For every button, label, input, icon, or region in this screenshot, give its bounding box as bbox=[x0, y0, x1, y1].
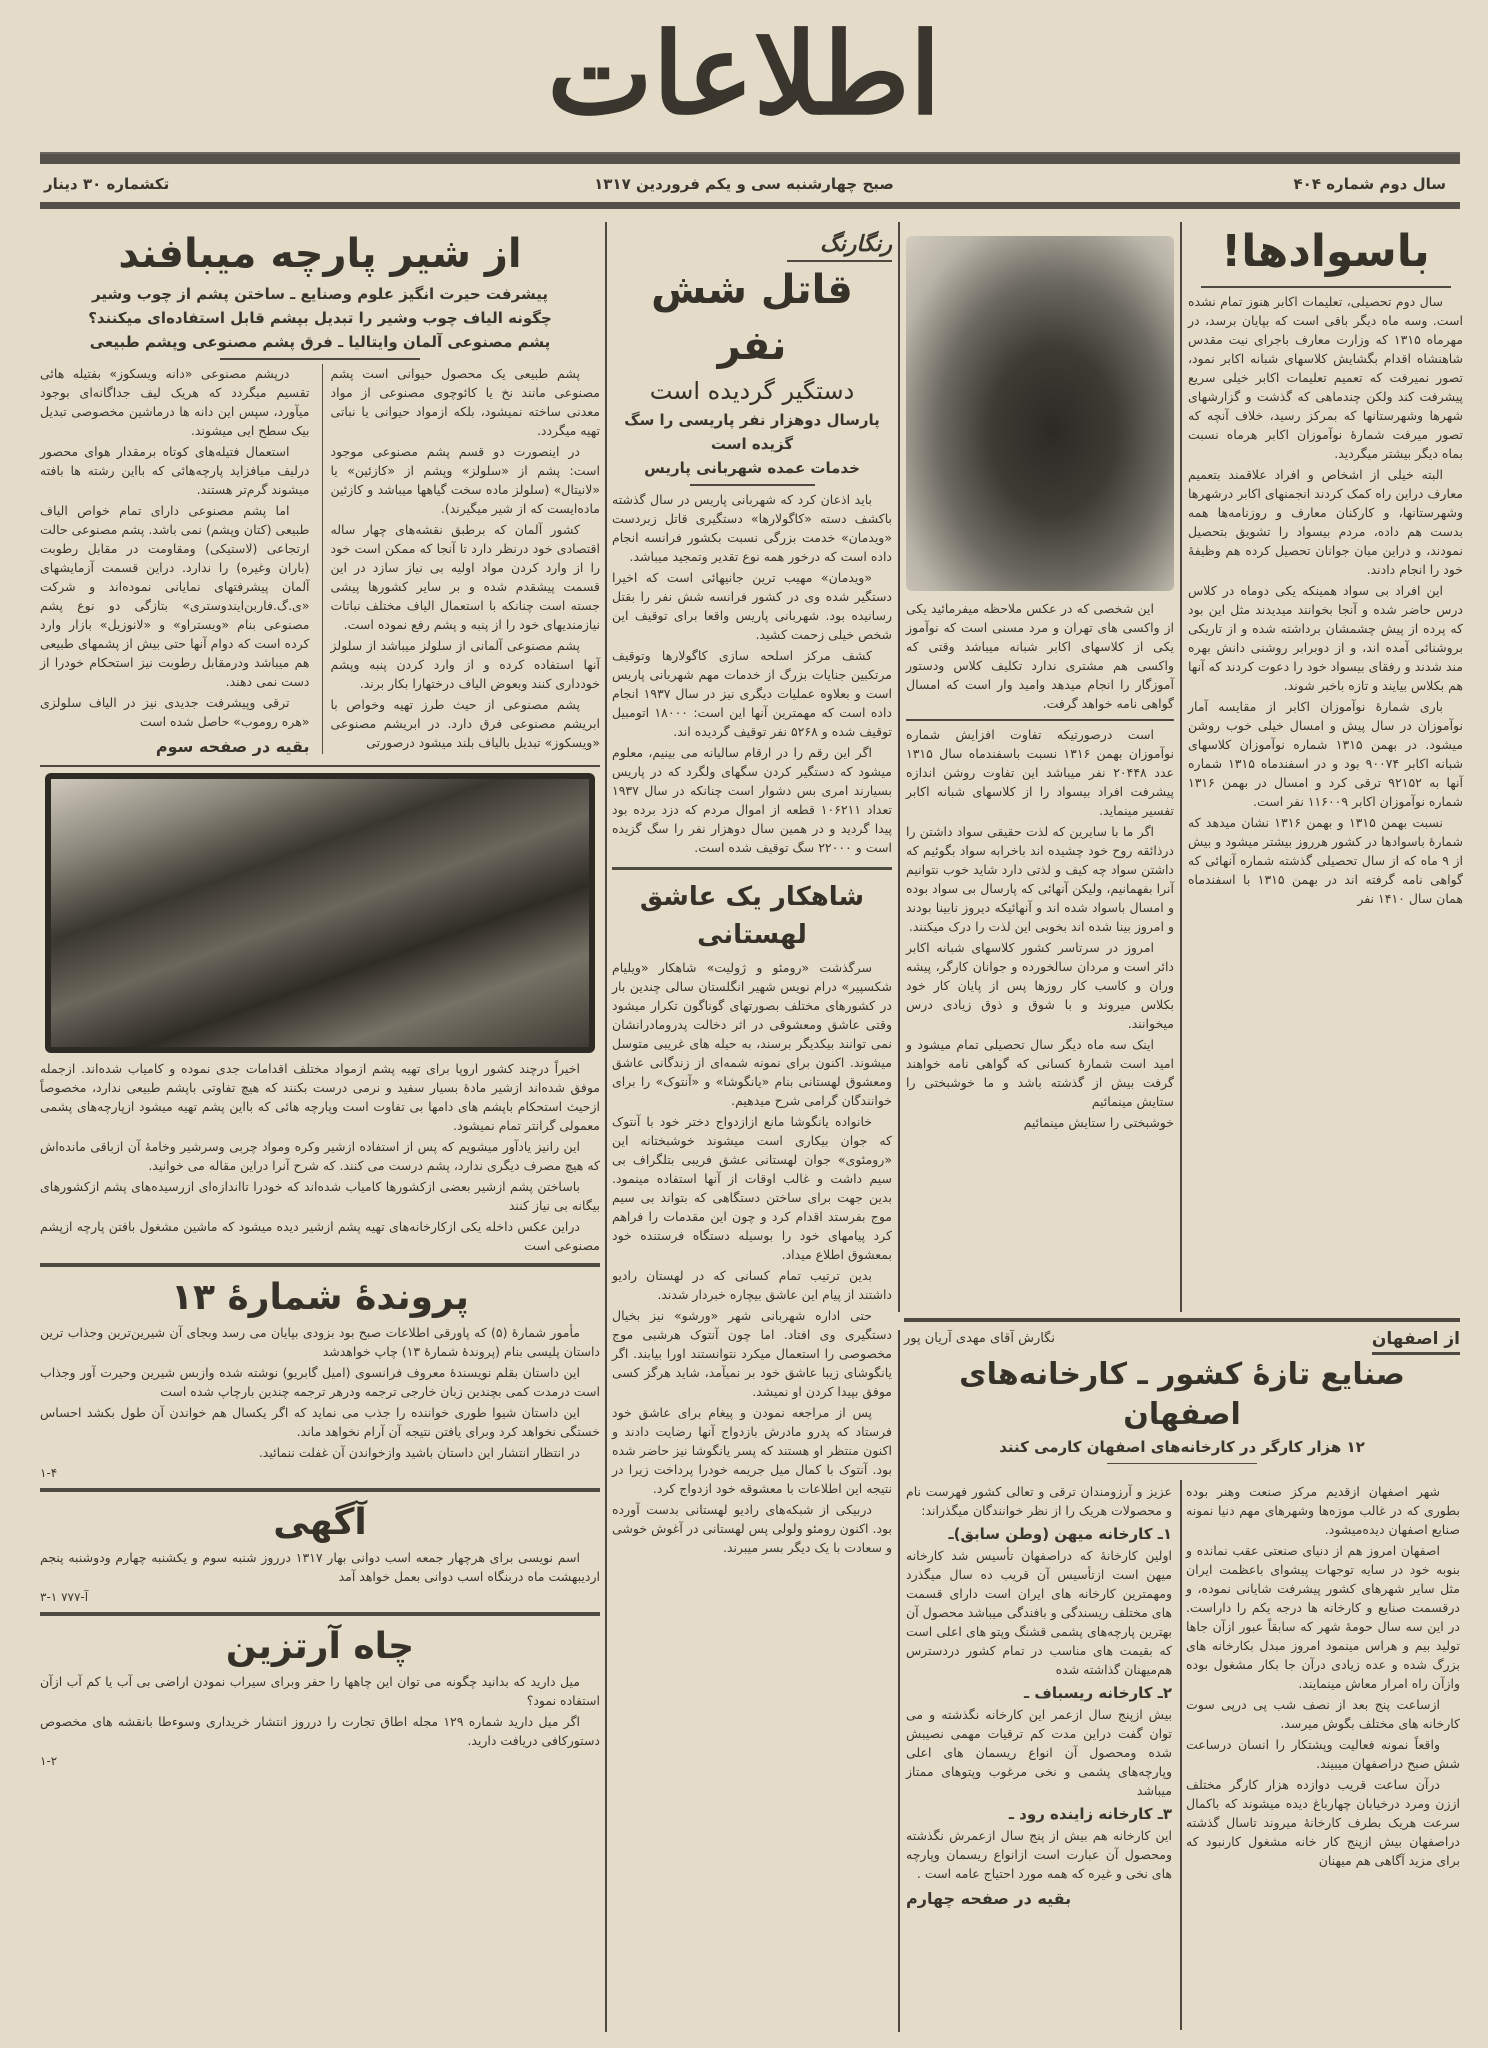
continued-link[interactable]: بقیه در صفحه سوم bbox=[155, 737, 310, 756]
polish-title: شاهکار یک عاشق لهستانی bbox=[639, 882, 865, 950]
paragraph: بیش ازپنج سال ازعمر این کارخانه نگذشته و می توان گفت دراین مدت کم ترقیات مهمی نصیبش شده ومحصول آن انواع ریسمان های اعلی وپارچه‌های پشمی و نخی مرغوب وپتوهای ممتاز میباشد bbox=[906, 1707, 1172, 1798]
literacy-photo-column bbox=[906, 236, 1174, 1312]
paragraph: در اینصورت دو قسم پشم مصنوعی موجود است: پشم از «سلولز» وپشم از «کازئین» یا «لانیتال» (سلولز ماده سخت گیاهها میباشد و کازئین ماده‌ایست که از شیر میگیرند). bbox=[330, 444, 600, 516]
ad-code: آ-۷۷۷ ۱-۳ bbox=[40, 1590, 89, 1604]
factory-heading: ۲ـ کارخانه ریسباف ـ bbox=[1024, 1684, 1172, 1702]
section-rule bbox=[612, 867, 892, 870]
milk-body-right bbox=[322, 364, 601, 754]
paragraph: پشم مصنوعی از حیث طرز تهیه وخواص با ابریشم مصنوعی فرق دارد. در ابریشم مصنوعی «ویسکوز» تبدیل بالیاف بلند میشود درصورتی bbox=[330, 697, 600, 750]
notice-title: آگهی bbox=[273, 1502, 367, 1543]
horse-race-notice bbox=[40, 1498, 600, 1606]
factory-heading: ۳ـ کارخانه زاینده رود ـ bbox=[1008, 1805, 1172, 1823]
paragraph: واقعاً نمونه فعالیت وپشتکار را انسان درساعت شش صبح دراصفهان میبیند. bbox=[1186, 1737, 1460, 1771]
section-rule bbox=[40, 1488, 600, 1492]
paragraph: دربیکی از شبکه‌های رادیو لهستانی بدست آورده بود. اکنون رومئو ولولی پس لهستانی در آغوش خوشی و سعادت با یک دیگر بسر میبرند. bbox=[612, 1502, 892, 1555]
continued-link[interactable]: بقیه در صفحه چهارم bbox=[906, 1889, 1072, 1908]
paragraph: اینک سه ماه دیگر سال تحصیلی تمام میشود و امید است شمارهٔ کسانی که گواهی نامه خواهند گرفت بیش از گذشته باشد و ما خوشبختی را ستایش مینمائیم bbox=[906, 1037, 1174, 1109]
literacy-article bbox=[1188, 222, 1463, 1312]
file13-body bbox=[40, 1323, 600, 1462]
literacy-title: باسوادها! bbox=[1221, 226, 1430, 277]
milk-left-subcolumn bbox=[40, 364, 310, 759]
polish-body bbox=[612, 958, 892, 1557]
ad-code: ۱-۴ bbox=[40, 1466, 58, 1480]
section-kicker: رنگارنگ bbox=[819, 231, 892, 257]
paragraph: بدین ترتیب تمام کسانی که در لهستان رادیو داشتند از پیام این عاشق بیچاره خبردار شدند. bbox=[612, 1268, 892, 1302]
milk-deck: پیشرفت حیرت انگیز علوم وصنایع ـ ساختن پشم از چوب وشیر bbox=[92, 285, 548, 303]
file13-notice bbox=[40, 1273, 600, 1482]
paragraph: نسبت بهمن ۱۳۱۵ و بهمن ۱۳۱۶ نشان میدهد که شمارهٔ باسوادها در کشور هرروز بیشتر میشود و بیش از ۹ ماه که از سال تحصیلی گذشته شماره آنهائی که گواهی نامه گرفته اند در بهمن ۱۳۱۵ با اسفندماه همان سال ۱۴۱۰ نفر bbox=[1188, 815, 1463, 906]
isfahan-header bbox=[904, 1326, 1460, 1476]
section-rule bbox=[40, 1263, 600, 1267]
artesian-title: چاه آرتزین bbox=[225, 1626, 415, 1667]
paragraph: اگر این رقم را در ارقام سالیانه می بینیم، معلوم میشود که دستگیر کردن سگهای ولگرد که در پاریس بسیارند امری بس دشوار است چنانکه در سال ۱۹۳۷ تعداد ۱۰۶۲۱۱ قطعه از اموال مردم که دزد برده بود پیدا گردید و در همین سال دوهزار نفر را سگ گزیده است و ۲۲۰۰۰ سگ توقیف شده است. bbox=[612, 745, 892, 855]
shoeshiner-photo bbox=[906, 236, 1174, 591]
issue-price: تکشماره ۳۰ دینار bbox=[44, 175, 170, 193]
isfahan-body-right bbox=[1186, 1482, 1460, 1872]
center-column bbox=[612, 228, 892, 2033]
milk-deck: پشم مصنوعی آلمان وایتالیا ـ فرق پشم مصنوعی وپشم طبیعی bbox=[89, 333, 551, 351]
section-rule bbox=[904, 1318, 1460, 1322]
literacy-body-continued bbox=[906, 725, 1174, 1113]
paragraph: دراین عکس داخله یکی ازکارخانه‌های تهیه پشم ازشیر دیده میشود که ماشین مشغول بافتن پارچه ازپشم مصنوعی است bbox=[40, 1219, 600, 1253]
milk-factory-photo bbox=[45, 773, 595, 1053]
paragraph: این کارخانه هم بیش از پنج سال ازعمرش نگذشته ومحصول آن عبارت است ازانواع ریسمان وپارچه های نخی و غیره که همه مورد احتیاج عامه است . bbox=[906, 1828, 1172, 1881]
paragraph: میل دارید که بدانید چگونه می توان این چاهها را حفر وبرای سیراب نمودن اراضی بی آب یا کم آب ازآن استفاده نمود؟ bbox=[40, 1674, 600, 1708]
literacy-body bbox=[1188, 292, 1463, 910]
paragraph: اخیراً درچند کشور اروپا برای تهیه پشم ازمواد مختلف اقدامات جدی نموده و کامیاب شده‌اند. ازجمله موفق شده‌اند ازشیر ماده‌ٔ بسیار سفید و نرمی درست بکنند که هیچ تفاوتی باپشم طبیعی ندارد، مخصوصاً ازحیث استحکام باپشم های دامها بی تفاوت است وپارچه هائی که بااین پشم تهیه میشود ازپارچه‌های پشمی معمولی گرانتر تمام نمیشود. bbox=[40, 1061, 600, 1133]
paragraph: این داستان شیوا طوری خواننده را جذب می نماید که اگر یکسال هم خواندن آن طول بکشد احساس خستگی نخواهد کرد وبرای یافتن نتیجه آن آرام نخواهد ماند. bbox=[40, 1405, 600, 1439]
paragraph: در انتظار انتشار این داستان باشید وازخواندن آن غفلت ننمائید. bbox=[258, 1445, 580, 1460]
paragraph: مأمور شمارهٔ (۵) که پاورقی اطلاعات صبح بود بزودی بپایان می رسد وبجای آن شیرین‌ترین وجذاب ترین داستان پلیسی بنام (پروندهٔ شمارهٔ ۱۳) چاپ خواهدشد bbox=[40, 1325, 600, 1359]
factory-heading: ۱ـ کارخانه میهن (وطن سابق)ـ bbox=[948, 1525, 1172, 1543]
paragraph: این داستان بقلم نویسندهٔ معروف فرانسوی (امیل گابریو) نوشته شده وازبس شیرین وحیرت آور وجذاب است درمدت کمی بچندین زبان خارجی ترجمه ودرهر ترجمه چندین بارچاپ شده است bbox=[40, 1365, 600, 1399]
killer-subtitle: دستگیر گردیده است bbox=[649, 377, 855, 405]
milk-wool-article bbox=[40, 226, 600, 1257]
polish-lover-article bbox=[612, 878, 892, 1559]
paragraph: اگر ما با سایرین که لذت حقیقی سواد داشتن را درذائقه روح خود چشیده اند باخرابه سواد بگوئیم که داشتن سواد چه کیف و لذتی دارد شاید خوب نتوانیم آنرا بفهمانیم، ولیکن آنهائی که پارسال بی سواد بوده و امسال باسواد شده اند و آنهائیکه دیروز نابینا بودند و امروز بینا شده اند بخوبی این لذت را درک میکنند. bbox=[906, 824, 1174, 934]
column-divider bbox=[1180, 222, 1182, 1312]
masthead-rule bbox=[40, 152, 1460, 164]
paragraph: درآن ساعت قریب دوازده هزار کارگر مختلف اززن ومرد درخیابان چهارباغ دیده میشوند که باکمال سرعت هریک بطرف کارخانهٔ میروند تاسال گذشته دراصفهان بیش ازپنج کار خانه مشغول کارنبود که برای مزید آگاهی هم میهنان bbox=[1186, 1777, 1460, 1868]
photo-caption bbox=[906, 599, 1174, 715]
milk-body-left bbox=[40, 364, 310, 731]
isfahan-byline: نگارش آقای مهدی آریان پور bbox=[904, 1331, 1055, 1346]
paragraph: ازساعت پنج بعد از نصف شب پی درپی سوت کارخانه های مختلف بگوش میرسد. bbox=[1186, 1697, 1460, 1731]
paragraph: اصفهان امروز هم از دنیای صنعتی عقب نمانده و بنوبه خود در سایه توجهات پیشوای باعظمت ایران مثل سایر شهرهای کشور پیشرفت شایانی نموده، و درقسمت صنایع و کارخانه ها درجه یکم را داراست. در این سه سال حومهٔ شهر که سابقاً عبور ازآن جاها تولید بیم و هراس مینمود امروز مبدل بکارخانه های بزرگ شده و عده زیادی درآن جا بکار مشغول بوده وازآن راه امرار معاش مینمایند. bbox=[1186, 1543, 1460, 1691]
ornament-rule bbox=[1201, 286, 1451, 288]
paragraph: پشم طبیعی یک محصول حیوانی است پشم مصنوعی مانند نخ یا کائوچوی مصنوعی از مواد معدنی ساخته نمیشود، بلکه ازمواد حیوانی یا نباتی تهیه میگردد. bbox=[330, 366, 600, 438]
isfahan-subtitle: ۱۲ هزار کارگر در کارخانه‌های اصفهان کارمی کنند bbox=[999, 1438, 1365, 1456]
killer-deck: پارسال دوهزار نفر پاریسی را سگ گزیده است bbox=[624, 411, 880, 453]
isfahan-left-column bbox=[906, 1482, 1172, 2032]
paragraph: باساختن پشم ازشیر بعضی ازکشورها کامیاب شده‌اند که خودرا تااندازه‌ای ازرسیده‌های پشم ازکشورهای بیگانه بی نیاز کنند bbox=[40, 1179, 600, 1213]
isfahan-kicker: از اصفهان bbox=[1372, 1326, 1460, 1355]
dateline-rule bbox=[40, 202, 1460, 209]
paragraph: این افراد بی سواد همینکه یکی دوماه در کلاس درس حاضر شده و آنجا بخوانند میدیدند مثل این بود که پرده از پیش چشمشان برداشته شده و از تاریکی بروشنائی آمده اند، و از دوبرابر روشنی دانش بهره مند شدند و رفقای بیسواد خود را دعوت کردند که آنها هم بکلاس بیایند و تازه باخبر شوند. bbox=[1188, 583, 1463, 693]
artesian-body bbox=[40, 1672, 600, 1750]
paragraph: سرگذشت «رومئو و ژولیت» شاهکار «ویلیام شکسپیر» درام نویس شهیر انگلستان سالی چندین بار در کشورهای مختلف بصورتهای گوناگون تکرار میشود وقتی عاشق ومعشوقی در اثر دخالت پدرومادرانشان نمی توانند بیکدیگر برسند، به حیله های غریبی متوسل میشوند. اکنون برای نمونه شمه‌ای از زندگانی عاشق ومعشوق لهستانی بنام «یانگوشا» و «آنتوک» را برای خوانندگان گرامی شرح میدهیم. bbox=[612, 960, 892, 1108]
paragraph: درپشم مصنوعی «دانه ویسکوز» بفتیله هائی تقسیم میگردد که هریک لیف جداگانه‌ای بوجود میآورد، سپس این دانه ها درماشین مخصوصی تبدیل بیک سطح ایی میشوند. bbox=[40, 366, 310, 438]
issue-number: سال دوم شماره ۴۰۴ bbox=[1293, 175, 1446, 193]
paragraph: اما پشم مصنوعی دارای تمام خواص الیاف طبیعی (کتان وپشم) نمی باشد. پشم مصنوعی حالت ارتجاعی (لاستیکی) ومقاومت در مقابل رطوبت (باران وغیره) را ندارد. دراین قسمت آزمایشهای آلمان پیشرفتهای نمایانی نموده‌اند و شرکت «ی.گ.فاربن‌ایندوستری» بتازگی دو نوع پشم مصنوعی بنام «ویستراو» و «لانوزیل» بازار وارد کرده است که دوام آنها حتی بیش از پشمهای طبیعی هم میباشد ودرمقابل رطوبت نیز استحکام خودرا از دست نمی دهند. bbox=[40, 503, 310, 689]
paragraph: است درصورتیکه تفاوت افزایش شماره نوآموزان بهمن ۱۳۱۶ نسبت باسفندماه سال ۱۳۱۵ عدد ۲۰۴۴۸ نفر میباشد این تفاوت روشن اندازه پیشرفت افراد بیسواد را از کلاسهای شبانه اکابر تفسیر مینماید. bbox=[906, 727, 1174, 818]
issue-date: صبح چهارشنبه سی و یکم فروردین ۱۳۱۷ bbox=[594, 175, 894, 193]
ornament-rule bbox=[690, 484, 815, 486]
milk-columns bbox=[40, 364, 600, 759]
paragraph: شهر اصفهان ازقدیم مرکز صنعت وهنر بوده بطوری که در غالب موزه‌ها وشهرهای مهم دنیا نمونه صنایع اصفهان دیده‌میشود. bbox=[1186, 1484, 1460, 1537]
killer-body bbox=[612, 490, 892, 859]
paragraph: سال دوم تحصیلی، تعلیمات اکابر هنوز تمام نشده است. وسه ماه دیگر باقی است که بپایان برسد، در مهرماه ۱۳۱۵ که وزارت معارف باجرای نیت مقدس شاهنشاه اقدام بگشایش کلاسهای شبانه اکابر نمود، تصور نمیرفت که تعمیم تعلیمات اکابر خیلی سریع پیشرفت کند ولکن چندماهی که گذشت و گزارشهای شهرها وشهرستانها که بمرکز رسید، خلاف آنچه که تصور میرفت شمارهٔ نوآموزان اکابر هرماه نسبت بماه دیگر بیشتر میگردید. bbox=[1188, 294, 1463, 461]
literacy-closing: خوشبختی را ستایش مینمائیم bbox=[1023, 1115, 1174, 1130]
masthead-title: اطلاعات bbox=[547, 9, 941, 140]
paragraph: استعمال فتیله‌های کوتاه برمقدار هوای محصور درلیف میافزاید پارچه‌هائی که بااین رشته ها بافته میشوند گرم‌تر هستند. bbox=[40, 444, 310, 497]
paragraph: خانواده یانگوشا مانع ازازدواج دختر خود با آنتوک که جوان بیکاری است میشوند خوشبختانه این «رومئوی» جوان لهستانی عشق فریبی بتلگراف بی سیم داشت و غالب اوقات از آنها استفاده مینمود. بدین جهت برای ساختن دستگاهی که بتواند بی سیم موج بفرستد اقدام کرد و چون این مقدمات را فراهم کرد پیامهای خود را بوسیله دستگاه فرستنده خود بمعشوق اطلاع میداد. bbox=[612, 1114, 892, 1262]
paragraph: پشم مصنوعی آلمانی از سلولز میباشد از سلولز آنها استفاده کرده و از وارد کردن پنبه وپشم خودداری کنند وبعوض الیاف درختهارا بکار برند. bbox=[330, 638, 600, 691]
file13-title: پروندهٔ شمارهٔ ۱۳ bbox=[171, 1277, 469, 1318]
caption-rule bbox=[906, 719, 1174, 721]
milk-caption bbox=[40, 1059, 600, 1257]
paragraph: کشف مرکز اسلحه سازی کاگولارها وتوقیف مرتکبین جنایات بزرگ از خدمات مهم شهربانی پاریس است و بعلاوه عملیات دیگری نیز در سال ۱۹۳۷ انجام داده است که مهمترین آنها این است: ۱۸۰۰۰ اتومبیل توقیف شده و ۵۲۶۸ نفر توقیف گردیده اند. bbox=[612, 648, 893, 739]
isfahan-right-column bbox=[1186, 1482, 1460, 2032]
paragraph: پس از مراجعه نمودن و پیغام برای عاشق خود فرستاد که پدرو مادرش بازدواج آنها رضایت دادند و اکنون منتظر او هستند که پسر یانگوشا نیز حاضر شده بود. آنتوک با کمال میل جریمه خودرا پرداخت زیرا در نتیجه این اطلاعات با معشوقه خود ازدواج کرد. bbox=[612, 1405, 892, 1496]
paragraph: اولین کارخانهٔ که دراصفهان تأسیس شد کارخانه میهن است ازتأسیس آن قریب ده سال میگذرد ومهمترین کارخانه های ایران است دارای قسمت های مختلف ریسندگی و بافندگی میباشد محصول آن بهترین پارچه‌های پشمی قشنگ وپتو های اعلی است که بقیمت های مناسب در تمام کشور دردسترس هم‌میهنان گذاشته شده bbox=[906, 1548, 1172, 1677]
paragraph: کشور آلمان که برطبق نقشه‌های چهار ساله اقتصادی خود درنظر دارد تا آنجا که ممکن است خود را از وارد کردن مواد اولیه بی نیاز سازد در این قسمت پیشقدم شده و بر سایر کشورها پیشی جسته است چنانکه با استعمال الیاف مختلف نباتات نیازمندیهای خود را از پنبه و پشم رفع نموده است. bbox=[330, 522, 600, 632]
column-divider bbox=[898, 222, 900, 1312]
paragraph: «ویدمان» مهیب ترین جانیهائی است که اخیرا دستگیر شده وی در کشور فرانسه شش نفر را بقتل رسانیده بود. شهربانی پاریس واقعا برای توقیف این شخص خیلی زحمت کشید. bbox=[612, 570, 892, 642]
left-column bbox=[40, 226, 600, 2034]
milk-deck: چگونه الیاف چوب وشیر را تبدیل بپشم قابل استفاده‌ای میکنند؟ bbox=[88, 309, 552, 327]
paragraph: باری شمارهٔ نوآموزان اکابر از مقایسه آمار نوآموزان در سال پیش و امسال خیلی خوب روشن میشود. در بهمن ۱۳۱۵ شماره نوآموزان کلاسهای شبانه اکابر ۹۰۰۷۴ بود و در اسفندماه ۱۳۱۵ شماره آنها به ۹۲۱۵۲ ترقی کرد و امسال در بهمن ۱۳۱۶ شماره نوآموزان اکابر ۱۱۶۰۰۹ نفر است. bbox=[1188, 699, 1463, 809]
ornament-rule bbox=[1107, 1463, 1257, 1464]
paragraph: عزیز و آرزومندان ترقی و تعالی کشور فهرست نام و محصولات هریک را از نظر خوانندگان میگذراند: bbox=[906, 1484, 1172, 1518]
paragraph: باید اذعان کرد که شهربانی پاریس در سال گذشته باکشف دسته «کاگولارها» دستگیری قاتل زبردست «ویدمان» خدمت بزرگی نسبت بکشور فرانسه انجام داده است که درخور همه نوع تقدیر وتمجید میباشد. bbox=[612, 492, 892, 564]
notice-body bbox=[40, 1548, 600, 1586]
paragraph: اگر میل دارید شماره ۱۲۹ مجله اطاق تجارت را درروز انتشار خریداری وسوءطا بانقشه های مخصوص دستورکافی دریافت دارید. bbox=[40, 1714, 600, 1748]
paragraph: البته خیلی از اشخاص و افراد علاقمند بتعمیم معارف دراین راه کمک کردند انجمنهای اکابر درشهرها وشهرستانها، و کارکنان معارف و روزنامه‌ها همه بدست هم داده، مردم بیسواد را تشویق بتحصیل نمودند، و دراین میان جوانان تحصیل کرده هم وظیفهٔ خود را انجام دادند. bbox=[1188, 467, 1463, 577]
column-divider bbox=[1180, 1480, 1182, 2030]
caption-text: این شخصی که در عکس ملاحظه میفرمائید یکی از واکسی های تهران و مرد مسنی است که نوآموز یکی از کلاسهای اکابر شبانه میباشد وقتی که واکسی هم مشتری ندارد تکلیف کلاس ودستور آموزگار را انجام میدهد وامید وار است که امسال گواهی نامه خواهد گرفت. bbox=[906, 601, 1174, 711]
killer-article bbox=[612, 228, 892, 859]
paragraph: امروز در سرتاسر کشور کلاسهای شبانه اکابر دائر است و مردان سالخورده و جوانان کارگر، پیشه وران و کاسب کار روزها پس از پایان کار خود بکلاس میروند و با شوق و ذوق زیادی درس میخوانند. bbox=[906, 940, 1174, 1031]
killer-title: قاتل شش نفر bbox=[651, 267, 853, 369]
paragraph: اسم نویسی برای هرچهار جمعه اسب دوانی بهار ۱۳۱۷ درروز شنبه سوم و یکشنبه چهارم ودوشنبه پنجم اردیبهشت ماه دربنگاه اسب دوانی بعمل خواهد آمد bbox=[40, 1550, 600, 1584]
artesian-well-ad bbox=[40, 1622, 600, 1770]
ad-code: ۱-۲ bbox=[40, 1754, 58, 1768]
section-rule bbox=[40, 1612, 600, 1616]
paragraph: این رانیز یادآور میشویم که پس از استفاده ازشیر وکره ومواد چربی وسرشیر وخامهٔ آن ازباقی مانده‌اش که هیچ مصرف دیگری ندارد، پشم درست می کنند. که شرح آنرا دراین مقاله می خوانید. bbox=[40, 1139, 600, 1173]
column-divider bbox=[605, 222, 607, 2032]
section-rule bbox=[40, 765, 600, 767]
isfahan-title: صنایع تازهٔ کشور ـ کارخانه‌های اصفهان bbox=[959, 1357, 1405, 1432]
killer-deck: خدمات عمده شهربانی پاریس bbox=[644, 459, 860, 477]
paragraph: حتی اداره شهربانی شهر «ورشو» نیز بخیال دستگیری وی افتاد. اما چون آنتوک هرشبی موج مخصوصی را استعمال میکرد نتوانستند اورا بیابند. اگر یانگوشای زیبا عاشق خود بر نمیآمد، شاید هرگز کسی موفق بپیدا کردن او نمیشد. bbox=[612, 1308, 892, 1399]
column-divider bbox=[898, 1330, 900, 2032]
milk-title: از شیر پارچه میبافند bbox=[118, 231, 522, 277]
ornament-rule bbox=[220, 358, 420, 360]
isfahan-body-left bbox=[906, 1482, 1172, 1885]
isfahan-kicker-row bbox=[904, 1326, 1460, 1355]
paragraph: ترقی وپیشرفت جدیدی نیز در الیاف سلولزی «هره روموب» حاصل شده است bbox=[40, 695, 310, 729]
